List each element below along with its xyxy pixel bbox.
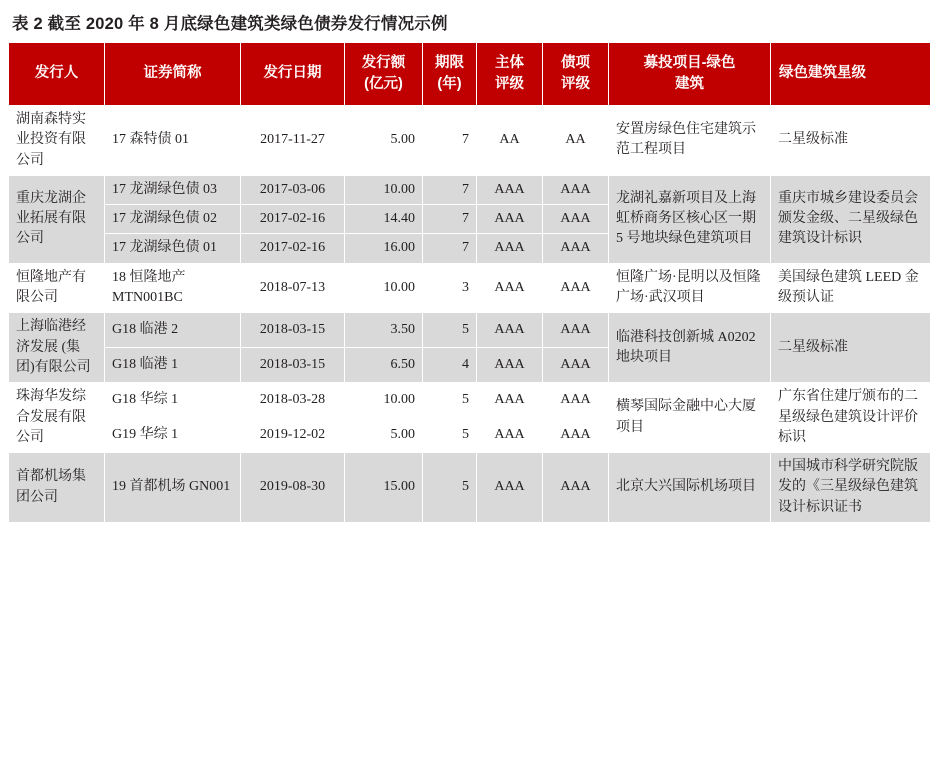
cell-issue-amount: 5.00 [345,106,423,176]
cell-project: 龙湖礼嘉新项目及上海虹桥商务区核心区一期 5 号地块绿色建筑项目 [609,175,771,263]
cell-bond-rating: AAA [543,175,609,204]
column-header-bond-rating-line1: 债项 [561,54,590,71]
column-header-project [609,43,771,106]
column-header-star-rating-label: 绿色建筑星级 [779,65,866,82]
green-bond-issuance-table [8,42,931,523]
column-header-issue-amount-line2: (亿元) [364,76,403,92]
cell-bond-rating: AAA [543,348,609,383]
cell-issuer-rating: AAA [477,175,543,204]
cell-issue-date: 2019-08-30 [241,453,345,523]
table-header [9,43,931,106]
cell-bond-rating: AAA [543,263,609,313]
cell-bond-name: 18 恒隆地产 MTN001BC [105,263,241,313]
cell-project: 横琴国际金融中心大厦项目 [609,383,771,453]
cell-star-rating: 二星级标准 [771,106,931,176]
cell-star-rating: 美国绿色建筑 LEED 金级预认证 [771,263,931,313]
table-caption: 表 2 截至 2020 年 8 月底绿色建筑类绿色债券发行情况示例 [12,15,448,33]
cell-term: 7 [423,205,477,234]
cell-star-rating: 重庆市城乡建设委员会颁发金级、二星级绿色建筑设计标识 [771,175,931,263]
table-row [9,383,931,418]
column-header-issuer-rating-line1: 主体 [495,54,524,71]
cell-issue-date: 2017-02-16 [241,205,345,234]
cell-issue-date: 2017-03-06 [241,175,345,204]
cell-issue-amount: 14.40 [345,205,423,234]
cell-issue-amount: 5.00 [345,418,423,453]
cell-bond-rating: AAA [543,453,609,523]
cell-issuer-rating: AAA [477,383,543,418]
column-header-issuer [9,43,105,106]
column-header-bond-rating-line2: 评级 [561,76,590,92]
cell-issuer-rating: AAA [477,348,543,383]
cell-issue-date: 2017-02-16 [241,234,345,263]
column-header-bond-name-label: 证券简称 [143,65,202,82]
table-row [9,453,931,523]
cell-issue-date: 2018-07-13 [241,263,345,313]
table-header-row [9,43,931,106]
column-header-issue-amount-line1: 发行额 [361,54,406,71]
column-header-term-line1: 期限 [435,54,464,71]
table-row [9,263,931,313]
cell-bond-name: G18 华综 1 [105,383,241,418]
column-header-issuer-rating-line2: 评级 [495,76,524,92]
cell-term: 7 [423,106,477,176]
cell-issuer: 上海临港经济发展 (集团)有限公司 [9,313,105,383]
cell-issue-date: 2018-03-28 [241,383,345,418]
column-header-term [423,43,477,106]
cell-issuer-rating: AAA [477,418,543,453]
cell-issue-date: 2017-11-27 [241,106,345,176]
cell-issuer: 首都机场集团公司 [9,453,105,523]
cell-issue-date: 2018-03-15 [241,348,345,383]
column-header-issue-amount [345,43,423,106]
cell-term: 5 [423,418,477,453]
cell-bond-rating: AAA [543,234,609,263]
cell-star-rating: 广东省住建厅颁布的二星级绿色建筑设计评价标识 [771,383,931,453]
column-header-project-line1: 募投项目-绿色 [643,54,736,71]
cell-issuer: 恒隆地产有限公司 [9,263,105,313]
table-row [9,175,931,204]
cell-issue-amount: 15.00 [345,453,423,523]
cell-term: 7 [423,175,477,204]
cell-issue-amount: 10.00 [345,383,423,418]
cell-bond-name: G18 临港 1 [105,348,241,383]
column-header-issue-date-label: 发行日期 [263,65,322,82]
column-header-term-line2: (年) [437,76,462,92]
cell-bond-rating: AA [543,106,609,176]
cell-bond-name: 19 首都机场 GN001 [105,453,241,523]
cell-issue-amount: 10.00 [345,175,423,204]
cell-bond-rating: AAA [543,205,609,234]
cell-bond-name: 17 森特债 01 [105,106,241,176]
table-body [9,106,931,523]
column-header-issuer-rating [477,43,543,106]
cell-issuer: 湖南森特实业投资有限公司 [9,106,105,176]
cell-project: 恒隆广场·昆明以及恒隆广场·武汉项目 [609,263,771,313]
cell-term: 5 [423,313,477,348]
column-header-project-line2: 建筑 [675,76,704,92]
cell-issuer: 珠海华发综合发展有限公司 [9,383,105,453]
cell-bond-name: 17 龙湖绿色债 03 [105,175,241,204]
cell-issuer-rating: AAA [477,234,543,263]
cell-term: 5 [423,453,477,523]
cell-issue-amount: 16.00 [345,234,423,263]
cell-term: 7 [423,234,477,263]
cell-issuer: 重庆龙湖企业拓展有限公司 [9,175,105,263]
cell-term: 5 [423,383,477,418]
cell-issue-amount: 3.50 [345,313,423,348]
cell-project: 北京大兴国际机场项目 [609,453,771,523]
cell-issuer-rating: AAA [477,263,543,313]
cell-bond-rating: AAA [543,313,609,348]
column-header-issuer-label: 发行人 [34,65,79,82]
cell-issue-amount: 6.50 [345,348,423,383]
cell-star-rating: 二星级标准 [771,313,931,383]
cell-project: 临港科技创新城 A0202 地块项目 [609,313,771,383]
cell-issue-amount: 10.00 [345,263,423,313]
cell-issuer-rating: AAA [477,205,543,234]
cell-project: 安置房绿色住宅建筑示范工程项目 [609,106,771,176]
cell-issuer-rating: AA [477,106,543,176]
table-row [9,106,931,176]
cell-bond-name: G18 临港 2 [105,313,241,348]
cell-issuer-rating: AAA [477,453,543,523]
cell-bond-name: G19 华综 1 [105,418,241,453]
cell-bond-name: 17 龙湖绿色债 01 [105,234,241,263]
table-row [9,313,931,348]
cell-issuer-rating: AAA [477,313,543,348]
cell-bond-rating: AAA [543,383,609,418]
column-header-issue-date [241,43,345,106]
column-header-bond-rating [543,43,609,106]
cell-bond-rating: AAA [543,418,609,453]
cell-term: 4 [423,348,477,383]
column-header-star-rating [771,43,931,106]
cell-issue-date: 2018-03-15 [241,313,345,348]
cell-bond-name: 17 龙湖绿色债 02 [105,205,241,234]
cell-star-rating: 中国城市科学研究院版发的《三星级绿色建筑设计标识证书 [771,453,931,523]
cell-term: 3 [423,263,477,313]
column-header-bond-name [105,43,241,106]
cell-issue-date: 2019-12-02 [241,418,345,453]
